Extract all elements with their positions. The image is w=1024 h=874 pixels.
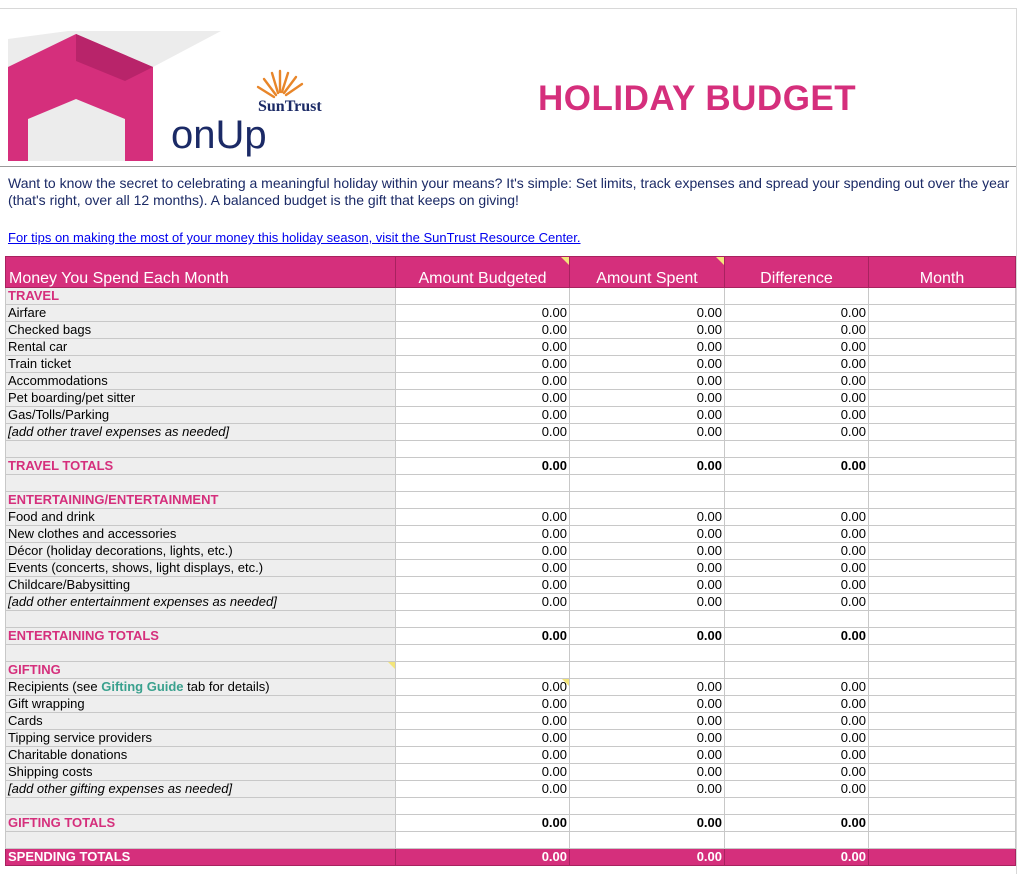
cell[interactable] [869, 441, 1016, 458]
spent-cell[interactable]: 0.00 [570, 679, 725, 696]
travel-totals-row [6, 458, 1016, 475]
spent-cell[interactable]: 0.00 [570, 696, 725, 713]
month-cell[interactable] [869, 305, 1016, 322]
cell[interactable] [869, 628, 1016, 645]
intro-text: Want to know the secret to celebrating a meaningful holiday within your means? It's simple: Set limits, track expenses and spread your spending out over the year (that's right, over all 12 months). A balanced budget is the gift that keeps on giving! [8, 175, 1010, 208]
row-label[interactable]: Events (concerts, shows, light displays, etc.) [6, 560, 396, 577]
budgeted-cell[interactable]: 0.00 [396, 424, 570, 441]
month-cell[interactable] [869, 373, 1016, 390]
difference-cell[interactable]: 0.00 [725, 764, 869, 781]
spent-cell[interactable]: 0.00 [570, 356, 725, 373]
budgeted-cell[interactable]: 0.00 [396, 339, 570, 356]
cell[interactable] [570, 611, 725, 628]
month-cell[interactable] [869, 560, 1016, 577]
budgeted-cell[interactable]: 0.00 [396, 305, 570, 322]
resource-center-link[interactable]: For tips on making the most of your money this holiday season, visit the SunTrust Resource Center. [8, 230, 581, 245]
cell[interactable] [725, 288, 869, 305]
budgeted-cell[interactable]: 0.00 [396, 730, 570, 747]
table-row [6, 781, 1016, 798]
difference-cell[interactable]: 0.00 [725, 543, 869, 560]
comment-marker-icon[interactable] [561, 257, 569, 265]
difference-cell[interactable]: 0.00 [725, 781, 869, 798]
col-header-budgeted: Amount Budgeted [396, 257, 570, 288]
spacer-row [6, 645, 1016, 662]
entertaining-rows [6, 509, 1016, 611]
difference-cell[interactable]: 0.00 [725, 526, 869, 543]
spacer-row [6, 798, 1016, 815]
difference-cell[interactable]: 0.00 [725, 509, 869, 526]
table-row [6, 373, 1016, 390]
month-cell[interactable] [869, 339, 1016, 356]
row-label[interactable]: Checked bags [6, 322, 396, 339]
difference-cell[interactable]: 0.00 [725, 322, 869, 339]
budget-table [5, 256, 1016, 866]
spent-cell[interactable]: 0.00 [570, 764, 725, 781]
section-row-entertaining [6, 492, 1016, 509]
cell[interactable] [396, 611, 570, 628]
cell[interactable] [869, 645, 1016, 662]
budgeted-cell[interactable]: 0.00 [396, 577, 570, 594]
cell[interactable] [570, 441, 725, 458]
total-difference[interactable]: 0.00 [725, 628, 869, 645]
budgeted-cell[interactable]: 0.00 [396, 713, 570, 730]
spent-cell[interactable]: 0.00 [570, 713, 725, 730]
table-row [6, 594, 1016, 611]
row-label[interactable]: Pet boarding/pet sitter [6, 390, 396, 407]
cell[interactable] [6, 798, 396, 815]
spacer-row [6, 475, 1016, 492]
spent-cell[interactable]: 0.00 [570, 322, 725, 339]
budgeted-cell[interactable]: 0.00 [396, 594, 570, 611]
section-heading[interactable]: TRAVEL [6, 288, 396, 305]
cell[interactable] [396, 645, 570, 662]
difference-cell[interactable]: 0.00 [725, 696, 869, 713]
gifting-guide-link[interactable]: Gifting Guide [101, 679, 184, 694]
budgeted-cell[interactable]: 0.00 [396, 322, 570, 339]
cell[interactable] [725, 441, 869, 458]
table-row [6, 390, 1016, 407]
spent-cell[interactable]: 0.00 [570, 509, 725, 526]
spent-cell[interactable]: 0.00 [570, 730, 725, 747]
spent-cell[interactable]: 0.00 [570, 407, 725, 424]
difference-cell[interactable]: 0.00 [725, 356, 869, 373]
row-label[interactable]: Childcare/Babysitting [6, 577, 396, 594]
total-label[interactable]: GIFTING TOTALS [6, 815, 396, 832]
section-heading[interactable]: GIFTING [6, 662, 396, 679]
month-cell[interactable] [869, 543, 1016, 560]
budgeted-cell[interactable]: 0.00 [396, 560, 570, 577]
cell[interactable] [6, 832, 396, 849]
budgeted-cell[interactable]: 0.00 [396, 679, 570, 696]
table-row [6, 526, 1016, 543]
difference-cell[interactable]: 0.00 [725, 679, 869, 696]
gifting-rows [6, 696, 1016, 798]
cell[interactable] [396, 475, 570, 492]
month-cell[interactable] [869, 679, 1016, 696]
cell[interactable] [725, 832, 869, 849]
col-header-category: Money You Spend Each Month [6, 257, 396, 288]
comment-marker-icon[interactable] [388, 662, 395, 669]
total-spent[interactable]: 0.00 [570, 815, 725, 832]
budgeted-cell[interactable]: 0.00 [396, 356, 570, 373]
spent-cell[interactable]: 0.00 [570, 781, 725, 798]
table-row [6, 407, 1016, 424]
row-label[interactable]: Gift wrapping [6, 696, 396, 713]
cell[interactable] [869, 288, 1016, 305]
row-label[interactable]: Airfare [6, 305, 396, 322]
cell[interactable] [869, 815, 1016, 832]
cell[interactable] [570, 645, 725, 662]
cell[interactable] [6, 645, 396, 662]
cell[interactable] [570, 832, 725, 849]
cell[interactable] [725, 492, 869, 509]
right-border [1016, 8, 1017, 874]
spent-cell[interactable]: 0.00 [570, 339, 725, 356]
gifting-totals-row [6, 815, 1016, 832]
row-label[interactable]: Tipping service providers [6, 730, 396, 747]
cell[interactable] [570, 475, 725, 492]
difference-cell[interactable]: 0.00 [725, 730, 869, 747]
svg-text:SunTrust: SunTrust [258, 98, 322, 115]
grand-total-month[interactable] [869, 849, 1016, 866]
col-header-month: Month [869, 257, 1016, 288]
difference-cell[interactable]: 0.00 [725, 594, 869, 611]
table-row [6, 560, 1016, 577]
cell[interactable] [6, 475, 396, 492]
row-label[interactable]: Rental car [6, 339, 396, 356]
row-label[interactable]: [add other gifting expenses as needed] [6, 781, 396, 798]
table-row [6, 543, 1016, 560]
sun-rays-icon [258, 71, 302, 97]
spent-cell[interactable]: 0.00 [570, 747, 725, 764]
row-label[interactable]: Recipients (see Gifting Guide tab for details) [6, 679, 396, 696]
row-label[interactable]: Charitable donations [6, 747, 396, 764]
cell[interactable] [570, 798, 725, 815]
table-row [6, 577, 1016, 594]
table-row [6, 747, 1016, 764]
table-row [6, 424, 1016, 441]
difference-cell[interactable]: 0.00 [725, 577, 869, 594]
cell[interactable] [869, 492, 1016, 509]
month-cell[interactable] [869, 577, 1016, 594]
svg-text:onUp: onUp [171, 113, 267, 157]
total-budgeted[interactable]: 0.00 [396, 458, 570, 475]
difference-cell[interactable]: 0.00 [725, 560, 869, 577]
month-cell[interactable] [869, 594, 1016, 611]
budgeted-cell[interactable]: 0.00 [396, 407, 570, 424]
cell[interactable] [396, 288, 570, 305]
budgeted-cell[interactable]: 0.00 [396, 781, 570, 798]
cell[interactable] [6, 611, 396, 628]
difference-cell[interactable]: 0.00 [725, 713, 869, 730]
cell[interactable] [725, 798, 869, 815]
comment-marker-icon[interactable] [716, 257, 724, 265]
month-cell[interactable] [869, 526, 1016, 543]
row-label[interactable]: Food and drink [6, 509, 396, 526]
cell[interactable] [869, 662, 1016, 679]
row-label[interactable]: Gas/Tolls/Parking [6, 407, 396, 424]
cell[interactable] [869, 458, 1016, 475]
row-label[interactable]: Cards [6, 713, 396, 730]
row-label[interactable]: Train ticket [6, 356, 396, 373]
cell[interactable] [396, 832, 570, 849]
page-header [0, 9, 1016, 167]
cell[interactable] [6, 441, 396, 458]
cell[interactable] [869, 611, 1016, 628]
month-cell[interactable] [869, 509, 1016, 526]
cell[interactable] [869, 798, 1016, 815]
spacer-row [6, 611, 1016, 628]
section-heading[interactable]: ENTERTAINING/ENTERTAINMENT [6, 492, 396, 509]
travel-rows [6, 305, 1016, 441]
difference-cell[interactable]: 0.00 [725, 339, 869, 356]
budgeted-cell[interactable]: 0.00 [396, 747, 570, 764]
difference-cell[interactable]: 0.00 [725, 390, 869, 407]
spent-cell[interactable]: 0.00 [570, 305, 725, 322]
col-header-difference: Difference [725, 257, 869, 288]
grand-total-label[interactable]: SPENDING TOTALS [6, 849, 396, 866]
col-header-spent: Amount Spent [570, 257, 725, 288]
table-row [6, 305, 1016, 322]
budgeted-cell[interactable]: 0.00 [396, 526, 570, 543]
section-row-travel [6, 288, 1016, 305]
cell[interactable] [869, 475, 1016, 492]
table-row [6, 679, 1016, 696]
spent-cell[interactable]: 0.00 [570, 594, 725, 611]
row-label[interactable]: Décor (holiday decorations, lights, etc.) [6, 543, 396, 560]
table-row [6, 322, 1016, 339]
row-label[interactable]: New clothes and accessories [6, 526, 396, 543]
row-label[interactable]: [add other travel expenses as needed] [6, 424, 396, 441]
cell[interactable] [725, 645, 869, 662]
month-cell[interactable] [869, 747, 1016, 764]
cell[interactable] [396, 662, 570, 679]
difference-cell[interactable]: 0.00 [725, 747, 869, 764]
table-row [6, 339, 1016, 356]
cell[interactable] [869, 832, 1016, 849]
comment-marker-icon[interactable] [562, 679, 569, 686]
total-label[interactable]: TRAVEL TOTALS [6, 458, 396, 475]
spacer-row [6, 441, 1016, 458]
total-difference[interactable]: 0.00 [725, 458, 869, 475]
difference-cell[interactable]: 0.00 [725, 305, 869, 322]
difference-cell[interactable]: 0.00 [725, 424, 869, 441]
total-label[interactable]: ENTERTAINING TOTALS [6, 628, 396, 645]
budgeted-cell[interactable]: 0.00 [396, 509, 570, 526]
spent-cell[interactable]: 0.00 [570, 390, 725, 407]
cell[interactable] [725, 475, 869, 492]
cell[interactable] [725, 662, 869, 679]
table-header-row [6, 257, 1016, 288]
total-budgeted[interactable]: 0.00 [396, 815, 570, 832]
row-label[interactable]: Accommodations [6, 373, 396, 390]
spent-cell[interactable]: 0.00 [570, 526, 725, 543]
budgeted-cell[interactable]: 0.00 [396, 764, 570, 781]
difference-cell[interactable]: 0.00 [725, 373, 869, 390]
cell[interactable] [396, 441, 570, 458]
grand-total-spent[interactable]: 0.00 [570, 849, 725, 866]
grand-total-difference[interactable]: 0.00 [725, 849, 869, 866]
cell[interactable] [570, 662, 725, 679]
table-row [6, 730, 1016, 747]
month-cell[interactable] [869, 764, 1016, 781]
month-cell[interactable] [869, 781, 1016, 798]
month-cell[interactable] [869, 322, 1016, 339]
suntrust-onup-logo [8, 31, 338, 166]
spent-cell[interactable]: 0.00 [570, 373, 725, 390]
spacer-row [6, 832, 1016, 849]
total-difference[interactable]: 0.00 [725, 815, 869, 832]
total-spent[interactable]: 0.00 [570, 458, 725, 475]
table-row [6, 696, 1016, 713]
month-cell[interactable] [869, 407, 1016, 424]
section-row-gifting [6, 662, 1016, 679]
row-label[interactable]: [add other entertainment expenses as needed] [6, 594, 396, 611]
table-row [6, 509, 1016, 526]
total-budgeted[interactable]: 0.00 [396, 628, 570, 645]
spent-cell[interactable]: 0.00 [570, 560, 725, 577]
cell[interactable] [396, 492, 570, 509]
budgeted-cell[interactable]: 0.00 [396, 543, 570, 560]
entertaining-totals-row [6, 628, 1016, 645]
budgeted-cell[interactable]: 0.00 [396, 373, 570, 390]
total-spent[interactable]: 0.00 [570, 628, 725, 645]
grand-total-budgeted[interactable]: 0.00 [396, 849, 570, 866]
month-cell[interactable] [869, 424, 1016, 441]
month-cell[interactable] [869, 696, 1016, 713]
table-row [6, 764, 1016, 781]
table-row [6, 713, 1016, 730]
cell[interactable] [570, 288, 725, 305]
cell[interactable] [725, 611, 869, 628]
cell[interactable] [396, 798, 570, 815]
row-label[interactable]: Shipping costs [6, 764, 396, 781]
spent-cell[interactable]: 0.00 [570, 424, 725, 441]
month-cell[interactable] [869, 390, 1016, 407]
spent-cell[interactable]: 0.00 [570, 543, 725, 560]
spending-totals-row [6, 849, 1016, 866]
month-cell[interactable] [869, 730, 1016, 747]
budgeted-cell[interactable]: 0.00 [396, 390, 570, 407]
month-cell[interactable] [869, 713, 1016, 730]
spent-cell[interactable]: 0.00 [570, 577, 725, 594]
budgeted-cell[interactable]: 0.00 [396, 696, 570, 713]
table-row [6, 356, 1016, 373]
month-cell[interactable] [869, 356, 1016, 373]
cell[interactable] [570, 492, 725, 509]
difference-cell[interactable]: 0.00 [725, 407, 869, 424]
page-title: HOLIDAY BUDGET [538, 79, 857, 118]
